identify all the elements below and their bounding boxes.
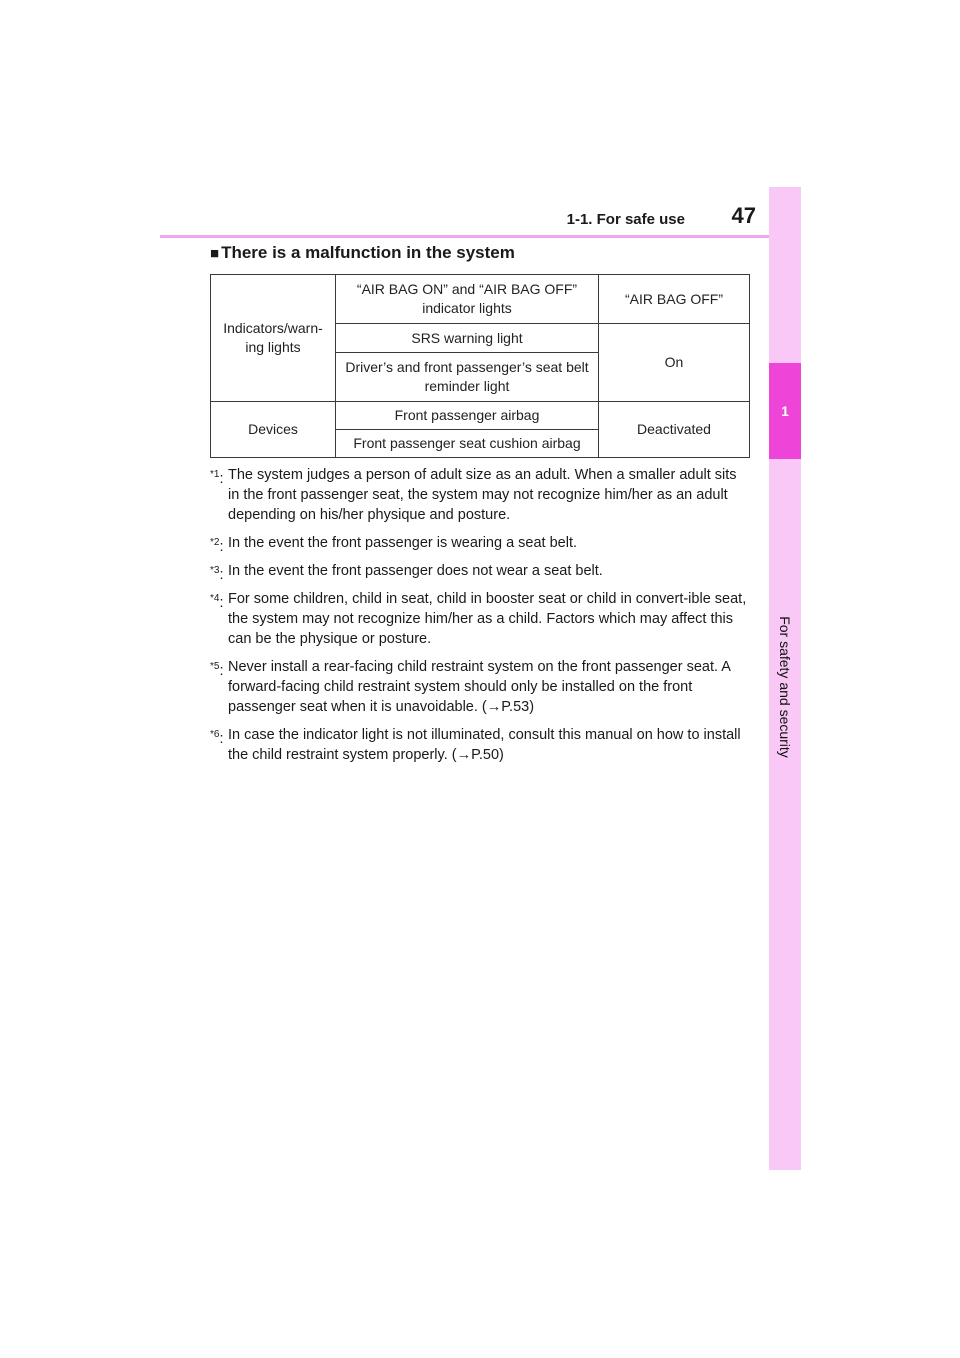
table-cell-seat-belt-reminder: Driver’s and front passenger’s seat belt reminder light [336, 353, 599, 402]
footnote-text[interactable]: Never install a rear-facing child restraint system on the front passenger seat. A forward-facing child restraint system should only be installed on the front passenger seat when it is unavoidable. (→P.53) [228, 659, 731, 715]
footnotes [210, 465, 750, 773]
table-cell-indicators-group: Indicators/warn-ing lights [211, 275, 336, 402]
footnote-marker: $^{*2}$: [210, 537, 224, 555]
footnote-text[interactable]: In case the indicator light is not illuminated, consult this manual on how to install the child restraint system properly. (→P.50) [228, 727, 741, 763]
malfunction-status-table [210, 274, 750, 458]
table-cell-airbag-off: “AIR BAG OFF” [599, 275, 750, 324]
table-cell-devices-group: Devices [211, 402, 336, 458]
section-heading [210, 243, 515, 263]
footnote-marker: $^{*4}$: [210, 593, 224, 611]
footnote-1 [210, 465, 750, 525]
table-cell-srs-warning-light: SRS warning light [336, 324, 599, 353]
footnote-text: In the event the front passenger is wearing a seat belt. [228, 535, 578, 551]
page-number: 47 [731, 203, 756, 228]
footnote-text: In the event the front passenger does not wear a seat belt. [228, 563, 603, 579]
footnote-marker: $^{*6}$: [210, 729, 224, 747]
footnote-4 [210, 589, 750, 649]
table-cell-indicator-lights: “AIR BAG ON” and “AIR BAG OFF” indicator lights [336, 275, 599, 324]
footnote-text: The system judges a person of adult size as an adult. When a smaller adult sits in the front passenger seat, the system may not recognize him/her as an adult depending on his/her physique and posture. [228, 467, 737, 523]
section-heading-text: There is a malfunction in the system [221, 243, 515, 262]
footnote-5 [210, 657, 750, 717]
chapter-title: For safety and security [777, 616, 793, 758]
footnote-text: For some children, child in seat, child in booster seat or child in convert-ible seat, the system may not recognize him/her as a child. Factors which may affect this can be the physique or posture. [228, 591, 747, 647]
footnote-marker: $^{*3}$: [210, 565, 224, 583]
chapter-side-tab[interactable] [769, 187, 801, 1170]
page-header [160, 205, 770, 238]
footnote-6 [210, 725, 750, 765]
square-bullet-icon: ■ [210, 245, 220, 262]
chapter-number-badge: 1 [769, 363, 801, 459]
table-row [211, 402, 750, 430]
footnote-marker: $^{*1}$: [210, 469, 224, 487]
table-cell-status-on: On [599, 324, 750, 402]
table-cell-seat-cushion-airbag: Front passenger seat cushion airbag [336, 430, 599, 458]
footnote-2 [210, 533, 750, 553]
table-row [211, 275, 750, 324]
section-label: 1-1. For safe use [566, 211, 685, 228]
footnote-marker: $^{*5}$: [210, 661, 224, 679]
footnote-3 [210, 561, 750, 581]
table-cell-status-deactivated: Deactivated [599, 402, 750, 458]
table-cell-front-passenger-airbag: Front passenger airbag [336, 402, 599, 430]
